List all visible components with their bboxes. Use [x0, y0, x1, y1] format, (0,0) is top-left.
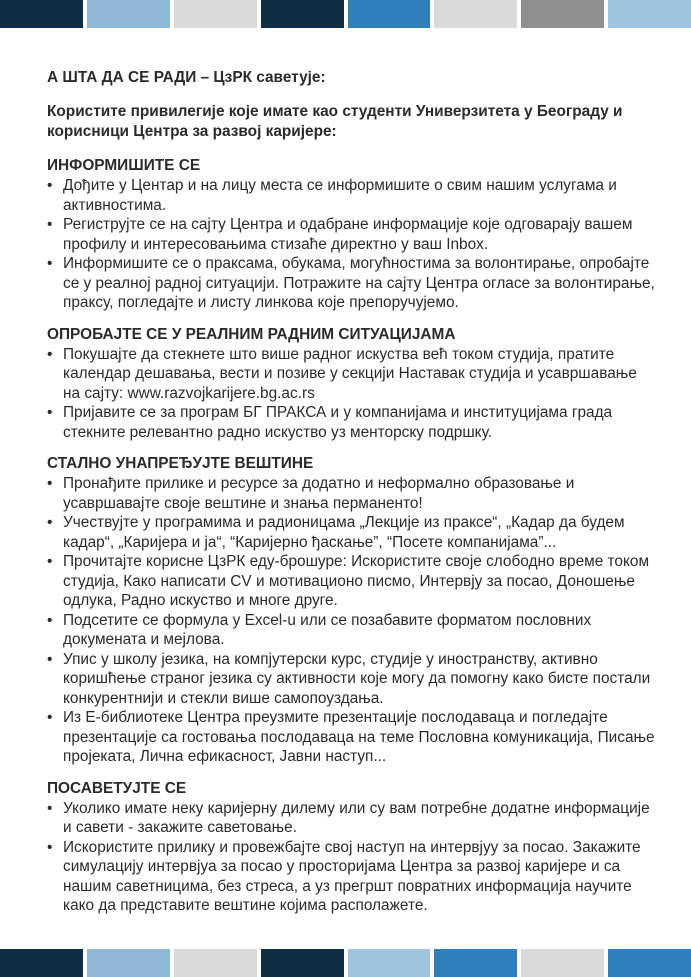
- list-item: • Из Е-библиотеке Центра преузмите презентације послодаваца и погледајте презентације са гостовања послодаваца на теме Пословна комуникација, Писање пројеката, Лична ефикасност, Јавни наступ...: [47, 708, 657, 767]
- bullet-list: [47, 176, 657, 313]
- list-item: • Информишите се о праксама, обукама, могућностима за волонтирање, опробајте се у реалној радној ситуацији. Потражите на сајту Центра огласе за волонтирање, праксу, погледајте и листу линкова које препоручујемо.: [47, 254, 657, 313]
- list-item: • Пријавите се за програм БГ ПРАКСА и у компанијама и институцијама града стекните релевантно радно искуство уз менторску подршку.: [47, 403, 657, 442]
- list-item: • Пронађите прилике и ресурсе за додатно и неформално образовање и усавршавајте своје вештине и знања перманенто!: [47, 474, 657, 513]
- section-skills: [47, 454, 657, 767]
- stripe-segment: [87, 0, 170, 28]
- list-item: • Прочитајте корисне ЦзРК еду-брошуре: Искористите своје слободно време током студија, Како написати CV и мотивационо писмо, Интервју за посао, Доношење одлука, Радно искуство и многе друге.: [47, 552, 657, 611]
- section-title: ОПРОБАЈТЕ СЕ У РЕАЛНИМ РАДНИМ СИТУАЦИЈАМА: [47, 325, 456, 343]
- list-item: • Региструјте се на сајту Центра и одабране информације које одговарају вашем профилу и интересовањима стизаће директно у ваш Inbox.: [47, 215, 657, 254]
- stripe-segment: [0, 949, 83, 977]
- stripe-segment: [434, 0, 517, 28]
- bullet-list: [47, 799, 657, 916]
- document-body: [47, 68, 657, 916]
- section-real-work: [47, 325, 657, 443]
- section-title: СТАЛНО УНАПРЕЂУЈТЕ ВЕШТИНЕ: [47, 455, 314, 472]
- section-title: ИНФОРМИШИТЕ СЕ: [47, 157, 201, 174]
- stripe-segment: [348, 0, 431, 28]
- stripe-segment: [434, 949, 517, 977]
- stripe-segment: [174, 949, 257, 977]
- stripe-segment: [261, 0, 344, 28]
- bullet-list: [47, 474, 657, 767]
- stripe-segment: [174, 0, 257, 28]
- list-item: • Уколико имате неку каријерну дилему или су вам потребне додатне информације и савети - закажите саветовање.: [47, 799, 657, 838]
- list-item: • Дођите у Центар и на лицу места се информишите о свим нашим услугама и активностима.: [47, 176, 657, 215]
- intro-text: Користите привилегије које имате као студенти Универзитета у Београду и корисници Центра за развој каријере:: [47, 103, 623, 140]
- stripe-segment: [521, 0, 604, 28]
- stripe-segment: [608, 0, 691, 28]
- list-item: • Покушајте да стекнете што више радног искуства већ током студија, пратите календар дешавања, вести и позиве у секцији Наставак студија и усавршавање на сајту: www.razvojkarijere.bg.ac.rs: [47, 345, 657, 404]
- top-color-stripe: [0, 0, 691, 28]
- bullet-list: [47, 345, 657, 443]
- list-item: • Подсетите се формула у Excel-u или се позабавите форматом пословних докумената и мејлова.: [47, 611, 657, 650]
- section-title: ПОСАВЕТУЈТЕ СЕ: [47, 779, 187, 797]
- section-counseling: [47, 779, 657, 916]
- page-heading: А ШТА ДА СЕ РАДИ – ЦзРК саветује:: [47, 69, 326, 86]
- stripe-segment: [0, 0, 83, 28]
- stripe-segment: [261, 949, 344, 977]
- section-inform: [47, 156, 657, 313]
- stripe-segment: [608, 949, 691, 977]
- bottom-color-stripe: [0, 949, 691, 977]
- list-item: • Учествујте у програмима и радионицама „Лекције из праксе“, „Кадар да будем кадар“, „Каријера и ја“, “Каријерно ђаскање”, “Посете компанијама”...: [47, 513, 657, 552]
- stripe-segment: [521, 949, 604, 977]
- list-item: • Упис у школу језика, на компјутерски курс, студије у иностранству, активно коришћење страног језика су активности које могу да помогну како бисте постали конкурентнији и стекли више самопоуздања.: [47, 650, 657, 709]
- stripe-segment: [87, 949, 170, 977]
- list-item: • Искористите прилику и провежбајте свој наступ на интервјуу за посао. Закажите симулацију интервјуа за посао у просторијама Центра за развој каријере и са нашим саветницима, без стреса, а уз прегршт повратних информација научите како да представите вештине којима располажете.: [47, 838, 657, 916]
- stripe-segment: [348, 949, 431, 977]
